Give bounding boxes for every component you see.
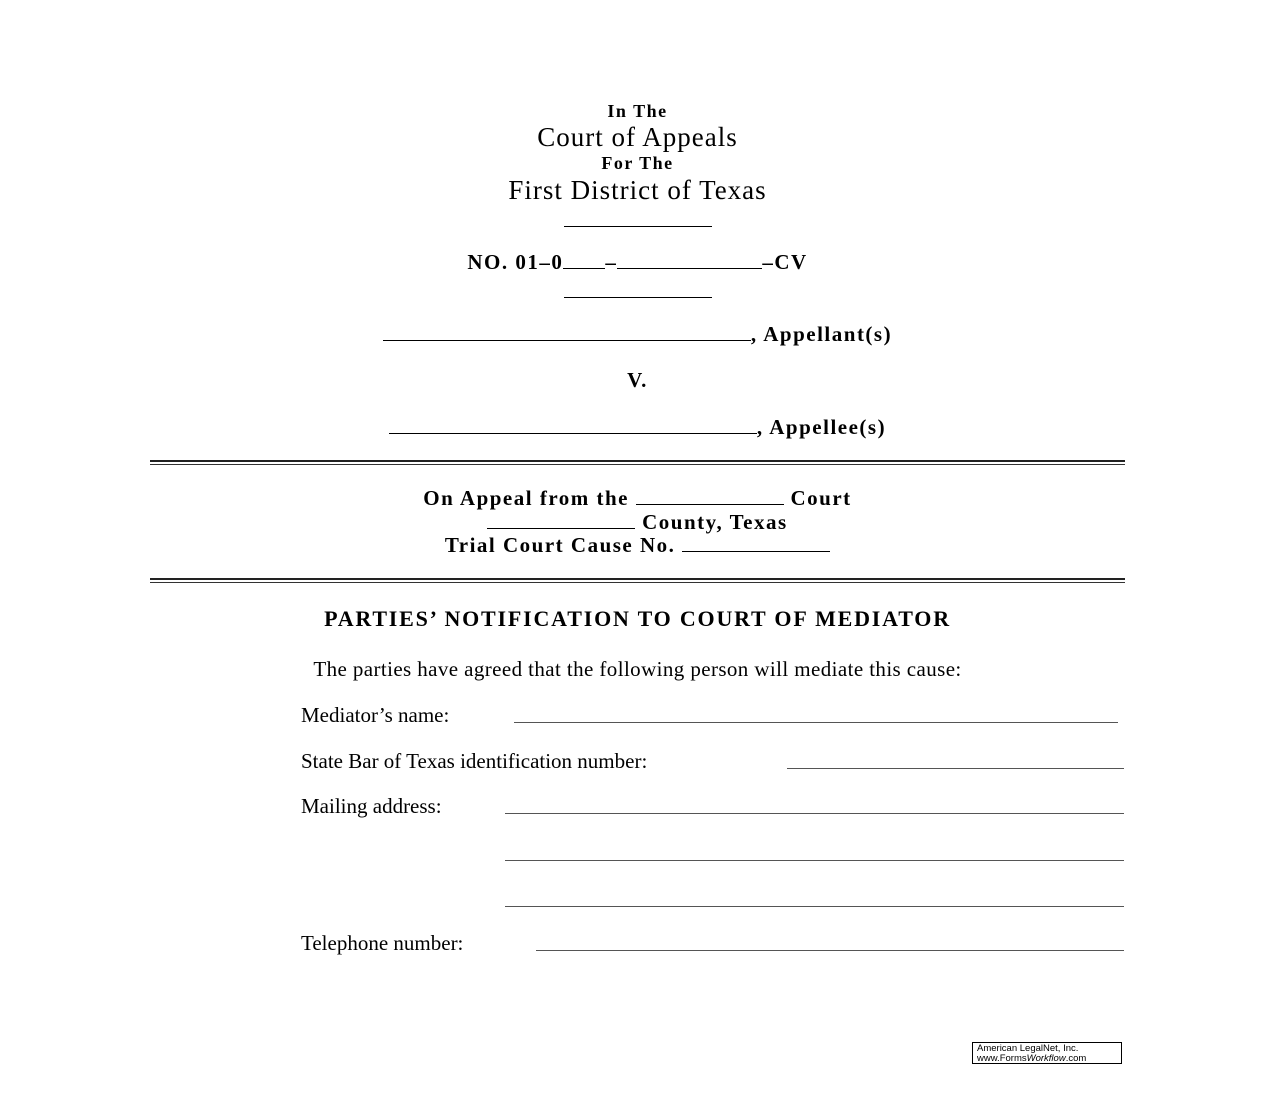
mailing-address-field-3[interactable] <box>505 906 1124 907</box>
case-number-dash: – <box>605 250 618 274</box>
double-rule-top <box>150 460 1125 465</box>
appellee-label: , Appellee(s) <box>756 415 887 439</box>
trial-court-blank[interactable] <box>636 503 784 505</box>
caption-separator-top <box>564 226 712 227</box>
telephone-field[interactable] <box>536 950 1124 951</box>
versus: V. <box>627 368 648 392</box>
mailing-address-field-1[interactable] <box>505 813 1124 814</box>
intro-text: The parties have agreed that the following person will mediate this cause: <box>313 657 962 681</box>
mailing-address-field-2[interactable] <box>505 860 1124 861</box>
appeal-from-court-suffix: Court <box>783 486 852 510</box>
double-rule-bottom <box>150 578 1125 583</box>
mailing-address-label: Mailing address: <box>301 794 442 818</box>
case-number <box>0 250 1275 275</box>
appellant-line <box>0 322 1275 347</box>
telephone-label: Telephone number: <box>301 931 464 955</box>
caption-district: First District of Texas <box>508 175 767 205</box>
case-number-blank-1[interactable] <box>563 267 605 269</box>
appeal-from-county-line <box>0 510 1275 535</box>
appeal-from-court-line <box>0 486 1275 511</box>
case-number-suffix: –CV <box>762 250 808 274</box>
caption-court: Court of Appeals <box>537 122 738 152</box>
appellee-line <box>0 415 1275 440</box>
caption-for-the: For The <box>601 153 674 173</box>
publisher-footer <box>972 1042 1122 1064</box>
appellee-name-blank[interactable] <box>389 432 757 434</box>
document-title: PARTIES’ NOTIFICATION TO COURT OF MEDIATOR <box>324 606 951 631</box>
caption-in-the: In The <box>607 101 668 121</box>
publisher-url: www.FormsWorkflow.com <box>977 1053 1087 1064</box>
trial-cause-number-blank[interactable] <box>682 550 830 552</box>
case-number-blank-2[interactable] <box>617 267 762 269</box>
bar-number-label: State Bar of Texas identification number: <box>301 749 648 773</box>
trial-cause-prefix: Trial Court Cause No. <box>444 533 683 557</box>
county-suffix: County, Texas <box>635 510 788 534</box>
caption-separator-bottom <box>564 297 712 298</box>
mediator-name-field[interactable] <box>514 722 1118 723</box>
trial-cause-line <box>0 533 1275 558</box>
county-blank[interactable] <box>487 527 635 529</box>
appeal-from-prefix: On Appeal from the <box>423 486 636 510</box>
case-number-prefix: NO. 01–0 <box>467 250 564 274</box>
appellant-name-blank[interactable] <box>383 339 751 341</box>
appellant-label: , Appellant(s) <box>750 322 893 346</box>
publisher-company: American LegalNet, Inc. <box>977 1043 1079 1054</box>
bar-number-field[interactable] <box>787 768 1124 769</box>
mediator-name-label: Mediator’s name: <box>301 703 450 727</box>
